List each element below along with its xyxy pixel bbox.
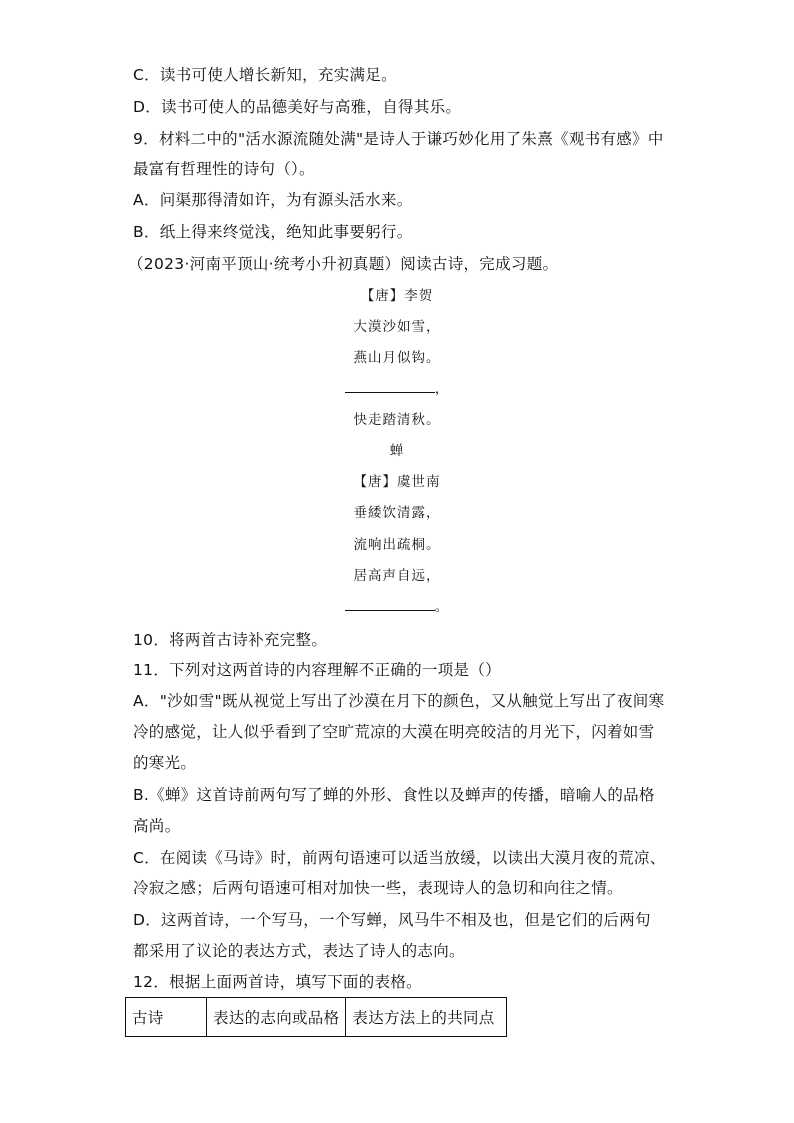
fill-blank xyxy=(345,598,435,611)
fill-blank xyxy=(345,380,435,393)
question-11-c-line-2: 冷寂之感；后两句语速可相对加快一些，表现诗人的急切和向往之情。 xyxy=(133,879,623,897)
table-header-cell: 表达的志向或品格 xyxy=(207,998,346,1037)
reading-intro: （2023·河南平顶山·统考小升初真题）阅读古诗，完成习题。 xyxy=(128,255,559,273)
poem2-line-2: 流响出疏桐。 xyxy=(353,537,441,553)
blank-punct: ， xyxy=(434,381,450,397)
poem1-line-1: 大漠沙如雪， xyxy=(353,319,441,335)
table-header-row xyxy=(126,998,507,1037)
table-header-cell: 表达方法上的共同点 xyxy=(346,998,507,1037)
table-header-cell: 古诗 xyxy=(126,998,207,1037)
question-9-line-2: 最富有哲理性的诗句（）。 xyxy=(133,160,315,178)
line-option-c: C．读书可使人增长新知，充实满足。 xyxy=(133,66,397,84)
question-9-line-1: 9．材料二中的"活水源流随处满"是诗人于谦巧妙化用了朱熹《观书有感》中 xyxy=(133,130,664,148)
poem2-line-1: 垂緌饮清露， xyxy=(353,505,441,521)
question-11-a-line-3: 的寒光。 xyxy=(133,754,197,772)
question-11-b-line-1: B.《蝉》这首诗前两句写了蝉的外形、食性以及蝉声的传播，暗喻人的品格 xyxy=(133,786,655,804)
poem1-blank-line xyxy=(0,380,794,398)
blank-punct: 。 xyxy=(434,599,450,615)
question-11: 11．下列对这两首诗的内容理解不正确的一项是（） xyxy=(133,661,501,679)
question-11-d-line-1: D．这两首诗，一个写马，一个写蝉，风马牛不相及也，但是它们的后两句 xyxy=(133,911,651,929)
poem2-author: 【唐】虞世南 xyxy=(353,474,441,490)
line-option-d: D．读书可使人的品德美好与高雅，自得其乐。 xyxy=(133,98,462,116)
poem2-title: 蝉 xyxy=(389,443,405,459)
question-9-option-a: A．问渠那得清如许，为有源头活水来。 xyxy=(133,191,413,209)
question-11-b-line-2: 高尚。 xyxy=(133,817,181,835)
poem2-line-3: 居高声自远， xyxy=(353,568,441,584)
poem1-line-4: 快走踏清秋。 xyxy=(353,412,441,428)
poem1-line-2: 燕山月似钩。 xyxy=(353,350,441,366)
poem2-blank-line xyxy=(0,598,794,616)
question-11-d-line-2: 都采用了议论的表达方式，表达了诗人的志向。 xyxy=(133,942,465,960)
question-9-option-b: B．纸上得来终觉浅，绝知此事要躬行。 xyxy=(133,223,413,241)
answer-table xyxy=(125,997,507,1037)
question-11-a-line-2: 冷的感觉，让人似乎看到了空旷荒凉的大漠在明亮皎洁的月光下，闪着如雪 xyxy=(133,723,655,741)
poem1-author: 【唐】李贺 xyxy=(360,288,434,304)
question-10: 10．将两首古诗补充完整。 xyxy=(133,631,328,649)
question-11-a-line-1: A．"沙如雪"既从视觉上写出了沙漠在月下的颜色，又从触觉上写出了夜间寒 xyxy=(133,692,665,710)
question-11-c-line-1: C．在阅读《马诗》时，前两句语速可以适当放缓，以读出大漠月夜的荒凉、 xyxy=(133,849,666,867)
question-12: 12．根据上面两首诗，填写下面的表格。 xyxy=(133,973,422,991)
